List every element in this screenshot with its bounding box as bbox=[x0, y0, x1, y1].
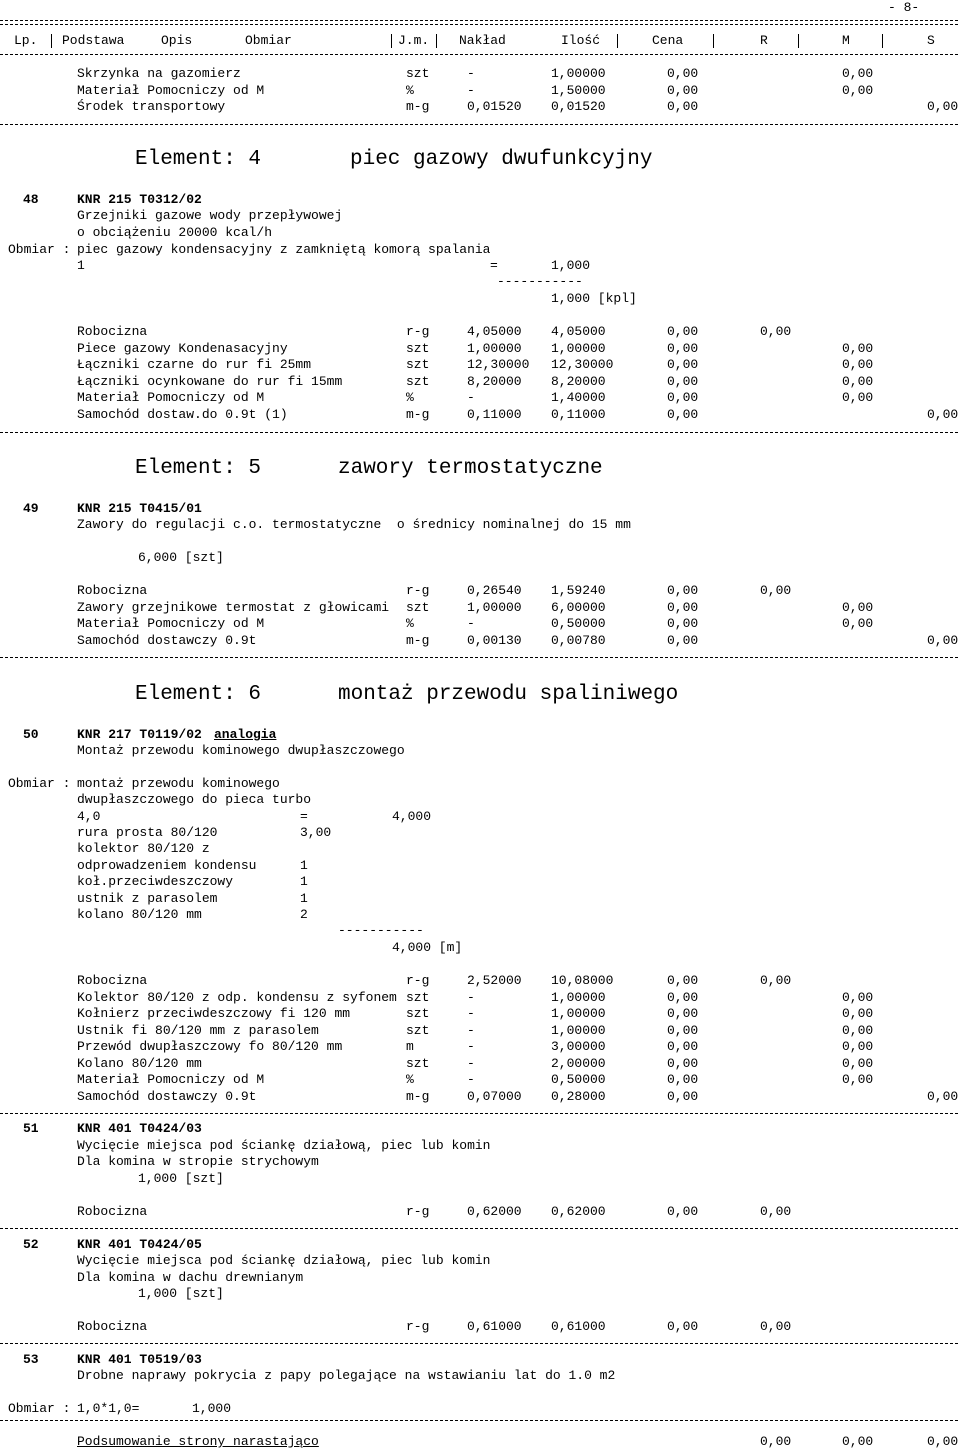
row-name: Łączniki czarne do rur fi 25mm bbox=[77, 357, 312, 373]
row-cena: 0,00 bbox=[667, 1006, 699, 1021]
row-cena: 0,00 bbox=[667, 373, 699, 389]
row-naklad: 1,00000 bbox=[467, 599, 522, 615]
row-jm: % bbox=[406, 390, 414, 406]
position-description: Dla komina w dachu drewnianym bbox=[77, 1270, 304, 1285]
component-name: kolano 80/120 mm bbox=[77, 907, 202, 922]
row-cena: 0,00 bbox=[667, 324, 699, 339]
row-cena: 0,00 bbox=[667, 973, 699, 988]
component-qty: 1 bbox=[300, 857, 308, 873]
row-cena: 0,00 bbox=[667, 390, 699, 406]
row-naklad: 0,00130 bbox=[467, 632, 522, 648]
row-jm: r-g bbox=[406, 1319, 430, 1334]
row-name: Zawory grzejnikowe termostat z głowicami bbox=[77, 599, 390, 615]
position-description: Montaż przewodu kominowego dwupłaszczowego bbox=[77, 743, 405, 758]
row-name: Skrzynka na gazomierz bbox=[77, 66, 241, 81]
row-cena: 0,00 bbox=[667, 340, 699, 356]
obmiar-text: piec gazowy kondensacyjny z zamkniętą komorą spalania bbox=[77, 242, 491, 257]
row-naklad: - bbox=[467, 1039, 475, 1054]
rule bbox=[0, 1228, 958, 1229]
header-bottom-rule bbox=[0, 54, 958, 55]
position-number: 50 bbox=[23, 727, 39, 742]
header-opis: Opis bbox=[161, 33, 193, 48]
component-qty: 1 bbox=[300, 890, 308, 906]
header-ilosc: Ilość bbox=[561, 33, 601, 48]
row-ilosc: 0,11000 bbox=[551, 407, 606, 422]
row-r: 0,00 bbox=[760, 973, 792, 988]
position-total: 1,000 [kpl] bbox=[551, 291, 637, 306]
row-naklad: 0,62000 bbox=[467, 1204, 522, 1219]
rule bbox=[0, 1420, 958, 1421]
component-name: ustnik z parasolem bbox=[77, 890, 218, 906]
row-naklad: 0,26540 bbox=[467, 583, 522, 598]
row-name: Kolano 80/120 mm bbox=[77, 1055, 202, 1071]
row-ilosc: 1,00000 bbox=[551, 340, 606, 356]
row-jm: m-g bbox=[406, 1088, 430, 1104]
row-cena: 0,00 bbox=[667, 82, 699, 98]
row-jm: szt bbox=[406, 373, 430, 389]
position-code: KNR 401 T0424/05 bbox=[77, 1237, 202, 1252]
element-label: Element: 4 bbox=[135, 148, 262, 171]
obmiar-label: Obmiar : bbox=[8, 242, 71, 257]
row-cena: 0,00 bbox=[667, 1072, 699, 1087]
table-header bbox=[0, 33, 958, 49]
header-cena: Cena bbox=[652, 33, 684, 48]
row-jm: szt bbox=[406, 989, 430, 1005]
row-ilosc: 4,05000 bbox=[551, 324, 606, 339]
row-naklad: - bbox=[467, 616, 475, 631]
row-naklad: 4,05000 bbox=[467, 324, 522, 339]
calc-line: ----------- bbox=[338, 923, 424, 938]
row-m: 0,00 bbox=[842, 1072, 874, 1087]
header-top-rule-2 bbox=[0, 24, 958, 25]
row-r: 0,00 bbox=[760, 324, 792, 339]
position-description: o obciążeniu 20000 kcal/h bbox=[77, 225, 273, 240]
row-ilosc: 2,00000 bbox=[551, 1055, 606, 1071]
component-qty: 3,00 bbox=[300, 825, 332, 840]
summary-s: 0,00 bbox=[927, 1434, 959, 1449]
header-separator bbox=[391, 34, 392, 48]
row-jm: szt bbox=[406, 66, 430, 81]
header-jm: J.m. bbox=[398, 33, 430, 48]
position-number: 49 bbox=[23, 501, 39, 516]
row-ilosc: 0,61000 bbox=[551, 1319, 606, 1334]
row-ilosc: 3,00000 bbox=[551, 1039, 606, 1054]
row-name: Robocizna bbox=[77, 973, 148, 988]
component-name: kolektor 80/120 z bbox=[77, 841, 210, 857]
page-number: - 8- bbox=[888, 0, 920, 15]
row-naklad: 0,07000 bbox=[467, 1088, 522, 1104]
header-s: S bbox=[927, 33, 935, 48]
row-jm: m-g bbox=[406, 99, 430, 114]
position-description: Drobne naprawy pokrycia z papy polegające na wstawianiu lat do 1.0 m2 bbox=[77, 1368, 616, 1383]
row-m: 0,00 bbox=[842, 373, 874, 389]
row-naklad: - bbox=[467, 1006, 475, 1021]
row-jm: szt bbox=[406, 357, 430, 373]
row-m: 0,00 bbox=[842, 390, 874, 406]
row-naklad: - bbox=[467, 390, 475, 406]
row-name: Robocizna bbox=[77, 1204, 148, 1219]
row-ilosc: 12,30000 bbox=[551, 357, 614, 373]
position-number: 48 bbox=[23, 192, 39, 207]
row-ilosc: 1,40000 bbox=[551, 390, 606, 406]
row-m: 0,00 bbox=[842, 1022, 874, 1038]
header-naklad: Nakład bbox=[459, 33, 506, 48]
row-cena: 0,00 bbox=[667, 1039, 699, 1054]
header-m: M bbox=[842, 33, 850, 48]
position-code: KNR 401 T0519/03 bbox=[77, 1352, 202, 1367]
row-name: Środek transportowy bbox=[77, 99, 226, 114]
row-ilosc: 1,00000 bbox=[551, 66, 606, 81]
position-total: 1,000 [szt] bbox=[138, 1171, 224, 1186]
position-code-suffix: analogia bbox=[214, 727, 277, 742]
row-m: 0,00 bbox=[842, 1006, 874, 1021]
row-ilosc: 0,62000 bbox=[551, 1204, 606, 1219]
row-m: 0,00 bbox=[842, 340, 874, 356]
summary-m: 0,00 bbox=[842, 1434, 874, 1449]
header-obmiar: Obmiar bbox=[245, 33, 292, 48]
rule bbox=[0, 1113, 958, 1114]
row-naklad: 1,00000 bbox=[467, 340, 522, 356]
row-jm: m-g bbox=[406, 632, 430, 648]
row-m: 0,00 bbox=[842, 1055, 874, 1071]
row-name: Przewód dwupłaszczowy fo 80/120 mm bbox=[77, 1039, 343, 1054]
header-r: R bbox=[760, 33, 768, 48]
row-m: 0,00 bbox=[842, 599, 874, 615]
row-jm: m-g bbox=[406, 407, 430, 422]
row-cena: 0,00 bbox=[667, 599, 699, 615]
row-cena: 0,00 bbox=[667, 616, 699, 631]
header-separator bbox=[713, 34, 714, 48]
row-name: Robocizna bbox=[77, 583, 148, 598]
position-code: KNR 401 T0424/03 bbox=[77, 1121, 202, 1136]
component-name: rura prosta 80/120 bbox=[77, 825, 218, 840]
calc-eq: = bbox=[490, 258, 498, 273]
element-title: zawory termostatyczne bbox=[338, 457, 603, 480]
row-naklad: - bbox=[467, 66, 475, 81]
element-label: Element: 6 bbox=[135, 683, 262, 706]
row-naklad: 0,61000 bbox=[467, 1319, 522, 1334]
calc-left: 4,0 bbox=[77, 809, 101, 824]
row-s: 0,00 bbox=[927, 407, 959, 422]
position-description: Grzejniki gazowe wody przepływowej bbox=[77, 208, 343, 223]
element-title: piec gazowy dwufunkcyjny bbox=[350, 148, 653, 171]
row-naklad: 12,30000 bbox=[467, 357, 530, 373]
row-jm: r-g bbox=[406, 583, 430, 598]
position-code: KNR 215 T0415/01 bbox=[77, 501, 202, 516]
position-number: 51 bbox=[23, 1121, 39, 1136]
row-naklad: - bbox=[467, 1072, 475, 1087]
row-cena: 0,00 bbox=[667, 1319, 699, 1334]
position-description: Wycięcie miejsca pod ściankę działową, piec lub komin bbox=[77, 1253, 491, 1268]
row-ilosc: 1,50000 bbox=[551, 82, 606, 98]
summary-label: Podsumowanie strony narastająco bbox=[77, 1434, 319, 1449]
header-separator bbox=[798, 34, 799, 48]
row-cena: 0,00 bbox=[667, 1088, 699, 1104]
obmiar-text: dwupłaszczowego do pieca turbo bbox=[77, 792, 312, 807]
row-m: 0,00 bbox=[842, 357, 874, 373]
row-cena: 0,00 bbox=[667, 407, 699, 422]
row-name: Kolektor 80/120 z odp. kondensu z syfonem bbox=[77, 989, 397, 1005]
row-s: 0,00 bbox=[927, 99, 959, 114]
row-ilosc: 0,28000 bbox=[551, 1088, 606, 1104]
component-name: koł.przeciwdeszczowy bbox=[77, 874, 234, 890]
element-label: Element: 5 bbox=[135, 457, 262, 480]
header-separator bbox=[436, 34, 437, 48]
row-m: 0,00 bbox=[842, 1039, 874, 1054]
row-name: Materiał Pomocniczy od M bbox=[77, 616, 265, 631]
row-s: 0,00 bbox=[927, 632, 959, 648]
position-number: 53 bbox=[23, 1352, 39, 1367]
row-ilosc: 10,08000 bbox=[551, 973, 614, 988]
calc-line: ----------- bbox=[497, 274, 583, 289]
row-cena: 0,00 bbox=[667, 99, 699, 114]
row-ilosc: 1,00000 bbox=[551, 1006, 606, 1021]
row-ilosc: 6,00000 bbox=[551, 599, 606, 615]
element-title: montaż przewodu spaliniwego bbox=[338, 683, 679, 706]
row-jm: szt bbox=[406, 599, 430, 615]
component-name: odprowadzeniem kondensu bbox=[77, 857, 257, 873]
row-jm: m bbox=[406, 1039, 414, 1054]
position-total: 1,000 [szt] bbox=[138, 1286, 224, 1301]
row-ilosc: 1,59240 bbox=[551, 583, 606, 598]
row-jm: % bbox=[406, 616, 414, 631]
obmiar-value: 1,000 bbox=[192, 1401, 232, 1416]
row-jm: szt bbox=[406, 1055, 430, 1071]
row-jm: r-g bbox=[406, 324, 430, 339]
header-separator bbox=[617, 34, 618, 48]
obmiar-label: Obmiar : bbox=[8, 1401, 71, 1416]
row-r: 0,00 bbox=[760, 1204, 792, 1219]
row-naklad: - bbox=[467, 989, 475, 1005]
row-cena: 0,00 bbox=[667, 583, 699, 598]
row-m: 0,00 bbox=[842, 82, 874, 98]
row-ilosc: 0,00780 bbox=[551, 632, 606, 648]
rule bbox=[0, 124, 958, 125]
row-ilosc: 0,50000 bbox=[551, 1072, 606, 1087]
row-name: Robocizna bbox=[77, 1319, 148, 1334]
component-qty: 2 bbox=[300, 907, 308, 922]
obmiar-label: Obmiar : bbox=[8, 776, 71, 791]
row-naklad: 2,52000 bbox=[467, 973, 522, 988]
row-jm: szt bbox=[406, 1022, 430, 1038]
row-cena: 0,00 bbox=[667, 1055, 699, 1071]
row-name: Piece gazowy Kondenasacyjny bbox=[77, 340, 288, 356]
row-ilosc: 1,00000 bbox=[551, 989, 606, 1005]
row-name: Materiał Pomocniczy od M bbox=[77, 390, 265, 406]
row-name: Materiał Pomocniczy od M bbox=[77, 1072, 265, 1087]
row-naklad: 0,01520 bbox=[467, 99, 522, 114]
row-m: 0,00 bbox=[842, 66, 874, 81]
row-cena: 0,00 bbox=[667, 1204, 699, 1219]
row-naklad: - bbox=[467, 82, 475, 98]
row-jm: r-g bbox=[406, 1204, 430, 1219]
row-naklad: - bbox=[467, 1055, 475, 1071]
position-total: 6,000 [szt] bbox=[138, 550, 224, 565]
position-total: 4,000 [m] bbox=[392, 940, 463, 955]
calc-eq: = bbox=[300, 809, 308, 824]
row-naklad: 0,11000 bbox=[467, 407, 522, 422]
position-number: 52 bbox=[23, 1237, 39, 1252]
row-cena: 0,00 bbox=[667, 66, 699, 81]
position-description: Wycięcie miejsca pod ściankę działową, piec lub komin bbox=[77, 1138, 491, 1153]
position-description: Dla komina w stropie strychowym bbox=[77, 1154, 319, 1169]
row-jm: r-g bbox=[406, 973, 430, 988]
summary-r: 0,00 bbox=[760, 1434, 792, 1449]
row-name: Łączniki ocynkowane do rur fi 15mm bbox=[77, 373, 343, 389]
row-name: Ustnik fi 80/120 mm z parasolem bbox=[77, 1022, 319, 1038]
row-jm: szt bbox=[406, 340, 430, 356]
rule bbox=[0, 657, 958, 658]
calc-value: 4,000 bbox=[392, 809, 432, 824]
row-naklad: - bbox=[467, 1022, 475, 1038]
calc-value: 1,000 bbox=[551, 258, 591, 273]
row-cena: 0,00 bbox=[667, 989, 699, 1005]
row-ilosc: 0,50000 bbox=[551, 616, 606, 631]
header-top-rule bbox=[0, 20, 958, 21]
row-naklad: 8,20000 bbox=[467, 373, 522, 389]
row-cena: 0,00 bbox=[667, 632, 699, 648]
row-cena: 0,00 bbox=[667, 357, 699, 373]
row-name: Kołnierz przeciwdeszczowy fi 120 mm bbox=[77, 1006, 351, 1021]
header-podstawa: Podstawa bbox=[62, 33, 125, 48]
header-separator bbox=[51, 34, 52, 48]
row-jm: % bbox=[406, 1072, 414, 1087]
row-m: 0,00 bbox=[842, 616, 874, 631]
row-name: Materiał Pomocniczy od M bbox=[77, 82, 265, 98]
position-description: Zawory do regulacji c.o. termostatyczne o średnicy nominalnej do 15 mm bbox=[77, 517, 631, 532]
rule bbox=[0, 432, 958, 433]
row-r: 0,00 bbox=[760, 1319, 792, 1334]
row-name: Samochód dostaw.do 0.9t (1) bbox=[77, 407, 288, 422]
row-cena: 0,00 bbox=[667, 1022, 699, 1038]
obmiar-calc: 1,0*1,0= bbox=[77, 1401, 140, 1416]
component-qty: 1 bbox=[300, 874, 308, 890]
position-code: KNR 217 T0119/02 bbox=[77, 727, 202, 742]
row-ilosc: 1,00000 bbox=[551, 1022, 606, 1038]
obmiar-text: montaż przewodu kominowego bbox=[77, 776, 280, 791]
row-name: Samochód dostawczy 0.9t bbox=[77, 1088, 257, 1104]
row-r: 0,00 bbox=[760, 583, 792, 598]
row-name: Samochód dostawczy 0.9t bbox=[77, 632, 257, 648]
row-ilosc: 0,01520 bbox=[551, 99, 606, 114]
position-code: KNR 215 T0312/02 bbox=[77, 192, 202, 207]
row-jm: % bbox=[406, 82, 414, 98]
row-name: Robocizna bbox=[77, 324, 148, 339]
row-ilosc: 8,20000 bbox=[551, 373, 606, 389]
rule bbox=[0, 1343, 958, 1344]
row-m: 0,00 bbox=[842, 989, 874, 1005]
header-lp: Lp. bbox=[14, 33, 38, 48]
row-jm: szt bbox=[406, 1006, 430, 1021]
calc-left: 1 bbox=[77, 258, 85, 273]
row-s: 0,00 bbox=[927, 1088, 959, 1104]
header-separator bbox=[882, 34, 883, 48]
